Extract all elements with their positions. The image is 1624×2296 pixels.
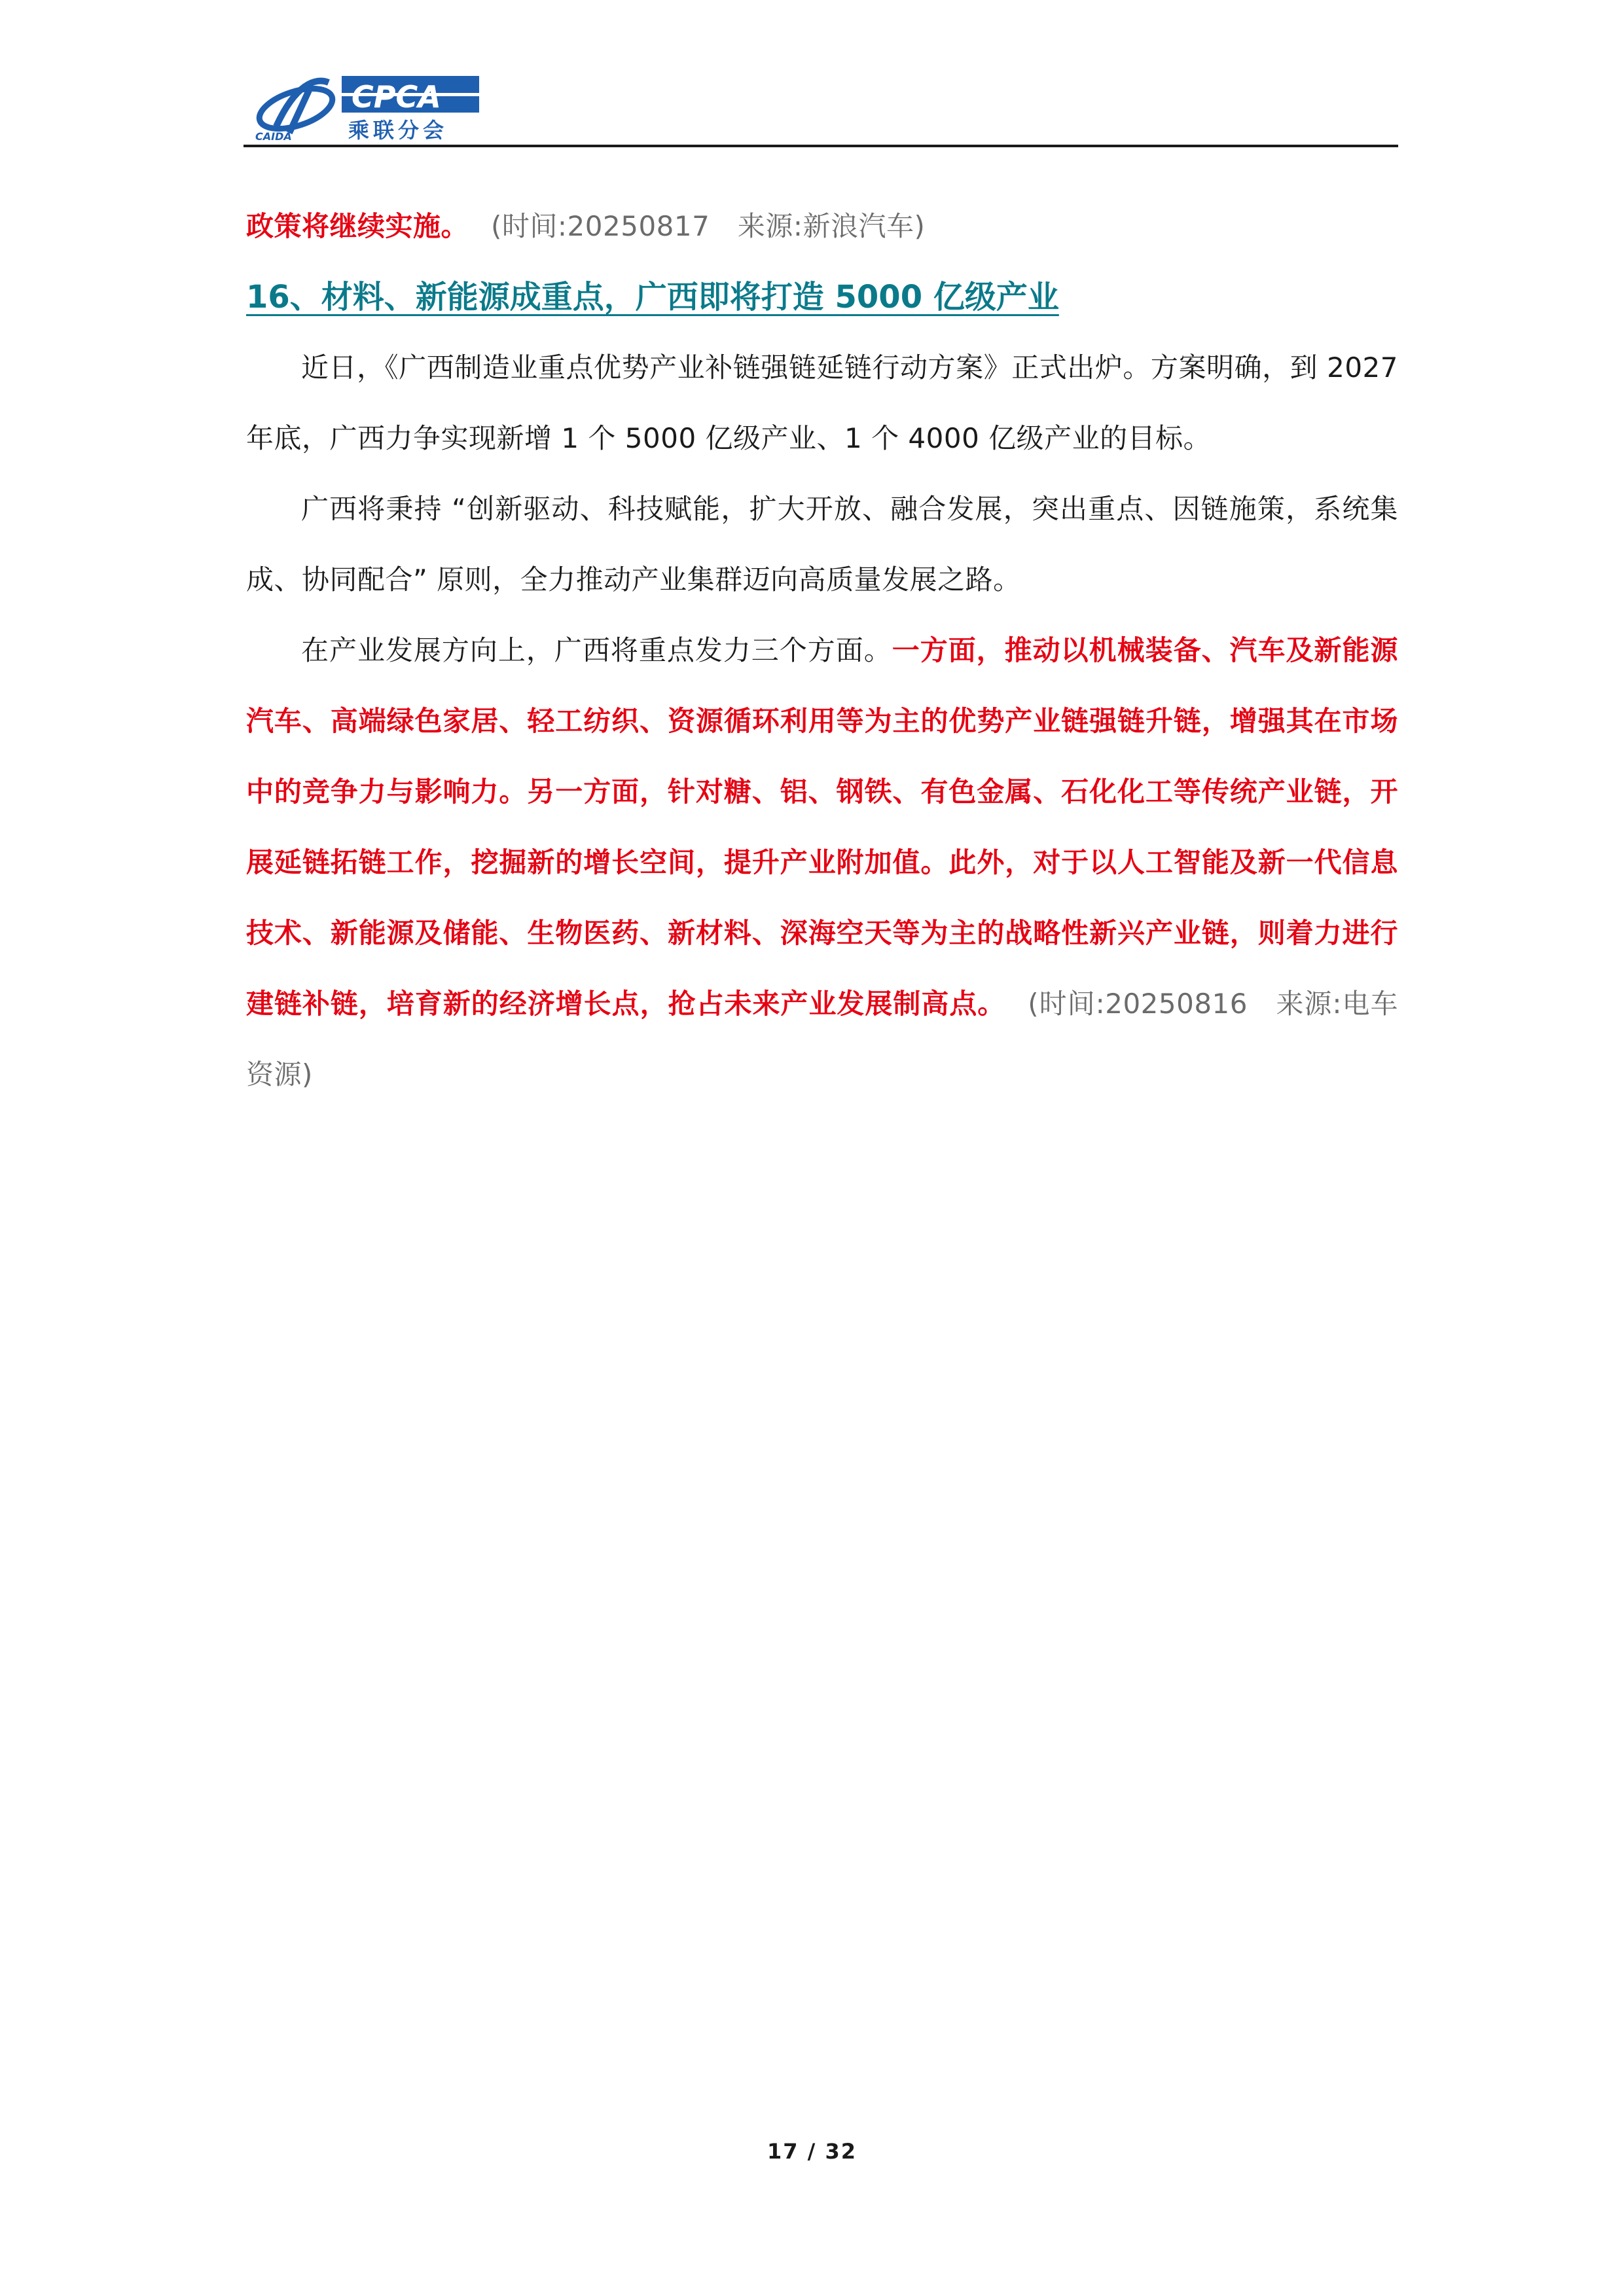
page-header [244,65,1402,147]
article-title: 16、材料、新能源成重点，广西即将打造 5000 亿级产业 [246,279,1059,315]
article-paragraph-3 [246,615,1398,1110]
logo-main-text: CPCA [352,79,441,115]
article-paragraph-1: 近日，《广西制造业重点优势产业补链强链延链行动方案》正式出炉。方案明确，到 2027 年底，广西力争实现新增 1 个 5000 亿级产业、1 个 4000 亿级产业的目标。 [246,351,1398,454]
logo-emblem-text: CAIDA [255,130,292,143]
paragraph-3-source: (时间:20250816 来源:电车资源) [246,988,1398,1090]
page-number: 17 / 32 [767,2139,857,2164]
article-paragraph-2: 广西将秉持 “创新驱动、科技赋能，扩大开放、融合发展，突出重点、因链施策，系统集成、协同配合” 原则，全力推动产业集群迈向高质量发展之路。 [246,493,1398,596]
intro-source: (时间:20250817 来源:新浪汽车) [491,210,926,242]
intro-line [246,191,1398,262]
paragraph-3-lead: 在产业发展方向上，广西将重点发力三个方面。 [301,634,892,666]
header-divider [244,145,1398,147]
logo-sub-text: 乘联分会 [348,118,448,143]
paragraph-3-highlight: 一方面，推动以机械装备、汽车及新能源汽车、高端绿色家居、轻工纺织、资源循环利用等为主的优势产业链强链升链，增强其在市场中的竞争力与影响力。另一方面，针对糖、铝、钢铁、有色金属、石化化工等传统产业链，开展延链拓链工作，挖掘新的增长空间，提升产业附加值。此外，对于以人工智能及新一代信息技术、新能源及储能、生物医药、新材料、深海空天等为主的战略性新兴产业链，则着力进行建链补链，培育新的经济增长点，抢占未来产业发展制高点。 [246,634,1398,1020]
document-body [246,191,1398,1110]
cpca-logo [250,71,486,144]
intro-highlight: 政策将继续实施。 [246,210,469,242]
